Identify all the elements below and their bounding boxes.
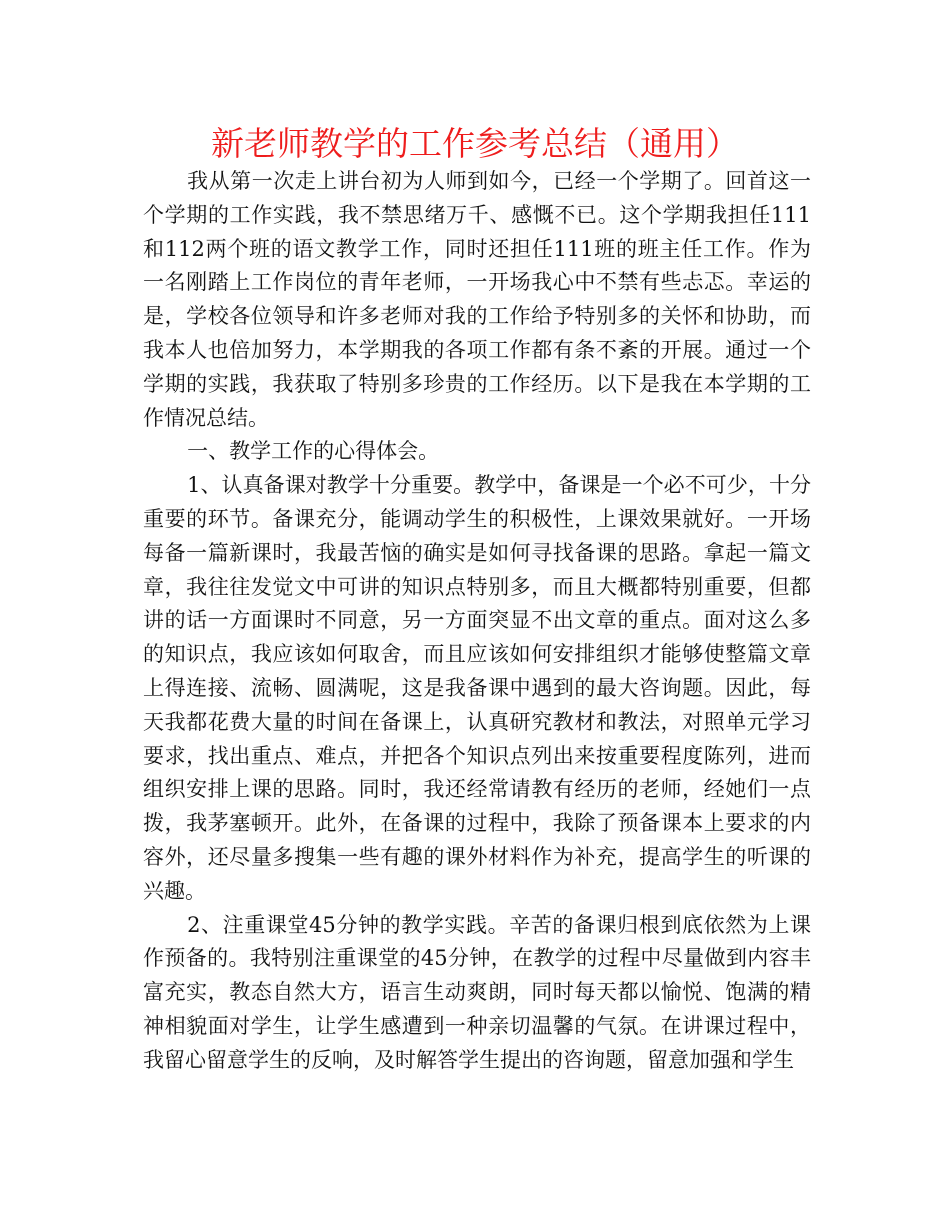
paragraph-classroom-practice: 2、注重课堂45分钟的教学实践。辛苦的备课归根到底依然为上课作预备的。我特别注重课堂的45分钟，在教学的过程中尽量做到内容丰富充实，教态自然大方，语言生动爽朗，同时每天都以愉悦、饱满的精神相貌面对学生，让学生感遭到一种亲切温馨的气氛。在讲课过程中，我留心留意学生的反响，及时解答学生提出的咨询题，留意加强和学生 [143,912,811,1072]
paragraph-intro: 我从第一次走上讲台初为人师到如今，已经一个学期了。回首这一个学期的工作实践，我不禁思绪万千、感慨不已。这个学期我担任111和112两个班的语文教学工作，同时还担任111班的班主任工作。作为一名刚踏上工作岗位的青年老师，一开场我心中不禁有些忐忑。幸运的是，学校各位领导和许多老师对我的工作给予特别多的关怀和协助，而我本人也倍加努力，本学期我的各项工作都有条不紊的开展。通过一个学期的实践，我获取了特别多珍贵的工作经历。以下是我在本学期的工作情况总结。 [143,169,811,430]
section-heading: 一、教学工作的心得体会。 [187,439,440,464]
document-body [143,165,811,1078]
document-title: 新老师教学的工作参考总结（通用） [211,124,739,163]
paragraph-lesson-prep: 1、认真备课对教学十分重要。教学中，备课是一个必不可少，十分重要的环节。备课充分，能调动学生的积极性，上课效果就好。一开场每备一篇新课时，我最苦恼的确实是如何寻找备课的思路。拿起一篇文章，我往往发觉文中可讲的知识点特别多，而且大概都特别重要，但都讲的话一方面课时不同意，另一方面突显不出文章的重点。面对这么多的知识点，我应该如何取舍，而且应该如何安排组织才能够使整篇文章上得连接、流畅、圆满呢，这是我备课中遇到的最大咨询题。因此，每天我都花费大量的时间在备课上，认真研究教材和教法，对照单元学习要求，找出重点、难点，并把各个知识点列出来按重要程度陈列，进而组织安排上课的思路。同时，我还经常请教有经历的老师，经她们一点拨，我茅塞顿开。此外，在备课的过程中，我除了预备课本上要求的内容外，还尽量多搜集一些有趣的课外材料作为补充，提高学生的听课的兴趣。 [143,473,811,903]
